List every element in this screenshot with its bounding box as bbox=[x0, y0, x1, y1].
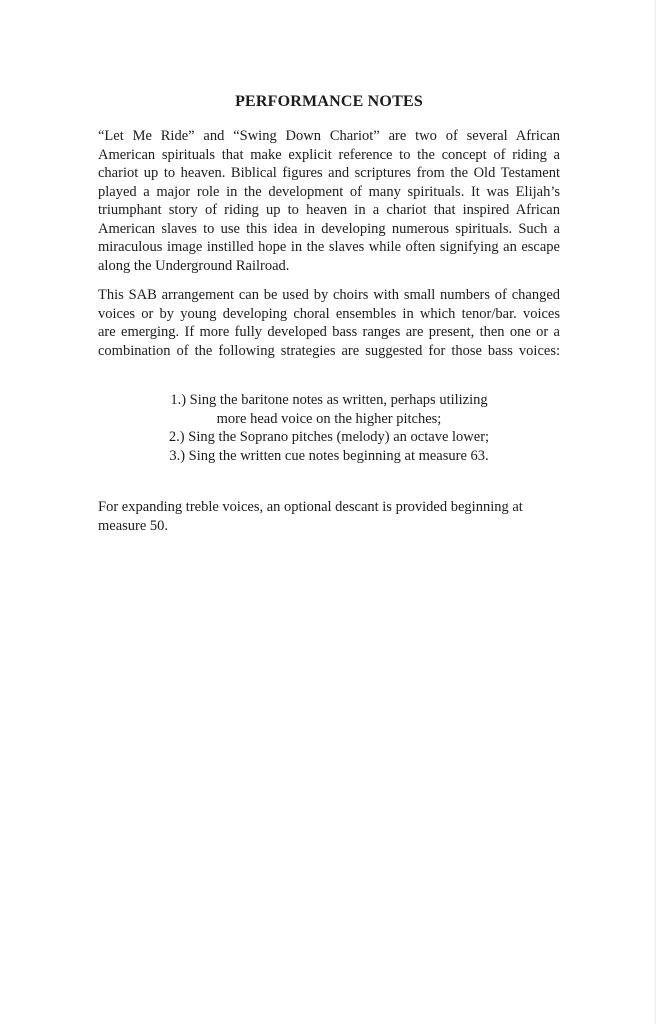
intro-paragraph-line: miraculous image instilled hope in the slaves while often signifying an escape bbox=[98, 239, 560, 255]
arrangement-paragraph bbox=[98, 286, 560, 360]
page-scan-edge bbox=[654, 0, 656, 1024]
page-content bbox=[98, 0, 560, 535]
arrangement-paragraph-line: voices or by young developing choral ensembles in which tenor/bar. voices bbox=[98, 305, 560, 322]
intro-paragraph-line: triumphant story of riding up to heaven in a chariot that inspired African bbox=[98, 202, 560, 218]
arrangement-paragraph-line: This SAB arrangement can be used by choirs with small numbers of changed bbox=[98, 287, 560, 303]
intro-paragraph-line: chariot up to heaven. Biblical figures and scriptures from the Old Testament bbox=[98, 165, 560, 181]
strategy-item-3: 3.) Sing the written cue notes beginning at measure 63. bbox=[169, 447, 489, 464]
intro-paragraph-line: “Let Me Ride” and “Swing Down Chariot” are two of several African bbox=[98, 128, 560, 144]
intro-paragraph-line: along the Underground Railroad. bbox=[98, 257, 290, 274]
intro-paragraph-line: played a major role in the development of many spirituals. It was Elijah’s bbox=[98, 183, 560, 200]
descant-paragraph-line: measure 50. bbox=[98, 517, 169, 534]
strategy-item-2: 2.) Sing the Soprano pitches (melody) an octave lower; bbox=[168, 429, 490, 445]
arrangement-paragraph-line: combination of the following strategies are suggested for those bass voices: bbox=[98, 342, 560, 359]
arrangement-paragraph-line: are emerging. If more fully developed bass ranges are present, then one or a bbox=[98, 324, 560, 340]
descant-paragraph bbox=[98, 498, 560, 535]
strategy-item-1-continued: more head voice on the higher pitches; bbox=[216, 410, 442, 427]
intro-paragraph-line: American slaves to use this idea in developing numerous spirituals. Such a bbox=[98, 220, 560, 237]
page-title: PERFORMANCE NOTES bbox=[235, 93, 423, 110]
intro-paragraph bbox=[98, 127, 560, 275]
strategy-item-1: 1.) Sing the baritone notes as written, perhaps utilizing bbox=[170, 392, 488, 408]
intro-paragraph-line: American spirituals that make explicit reference to the concept of riding a bbox=[98, 146, 560, 163]
descant-paragraph-line: For expanding treble voices, an optional descant is provided beginning at bbox=[98, 499, 523, 515]
bass-strategies-list bbox=[98, 391, 560, 465]
